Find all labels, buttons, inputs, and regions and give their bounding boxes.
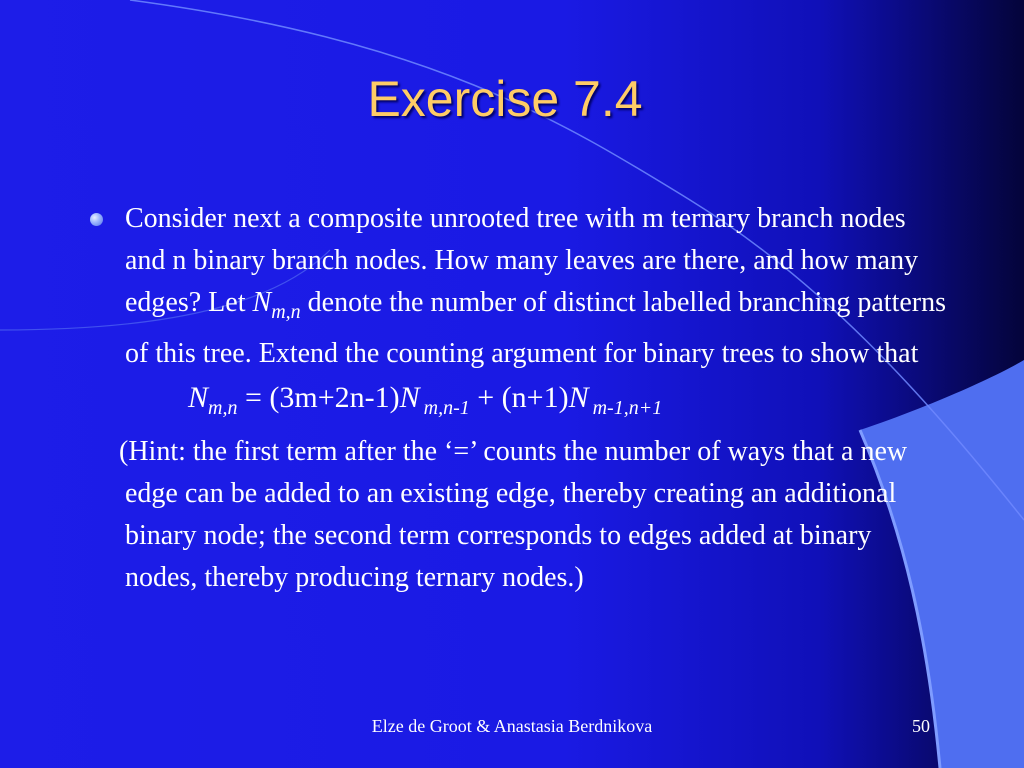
formula-eq-part: = (3m+2n-1): [237, 381, 400, 414]
formula-term2-subscript: m-1,n+1: [592, 397, 663, 419]
footer-authors: Elze de Groot & Anastasia Berdnikova: [371, 716, 653, 736]
symbol-n-subscript: m,n: [271, 301, 301, 323]
bullet-text-before: Consider next a composite unrooted tree with m ternary branch nodes and n binary branch nodes. How many leaves are there, and how many edges? Let: [125, 203, 919, 318]
formula-lhs-symbol: N: [188, 381, 209, 414]
formula-term2-symbol: N: [568, 381, 589, 414]
symbol-n: N: [252, 287, 272, 318]
formula-lhs-subscript: m,n: [208, 397, 238, 419]
formula-term1-symbol: N: [399, 381, 420, 414]
formula-term1-subscript: m,n-1: [423, 397, 470, 419]
hint-text: (Hint: the first term after the ‘=’ counts the number of ways that a new edge can be added to an existing edge, thereby creating an additional binary node; the second term corresponds to edges added at binary nodes, thereby producing ternary nodes.): [119, 436, 908, 593]
bullet-text-after: denote the number of distinct labelled branching patterns of this tree. Extend the counting argument for binary trees to show that: [125, 287, 946, 369]
page-number: 50: [912, 716, 930, 736]
bullet-dot-icon: [90, 213, 103, 226]
formula-plus-part: + (n+1): [469, 381, 569, 414]
slide-title: Exercise 7.4: [367, 71, 643, 127]
bullet-text: [125, 198, 948, 375]
recurrence-formula: [188, 375, 948, 431]
slide-content: [88, 198, 948, 599]
